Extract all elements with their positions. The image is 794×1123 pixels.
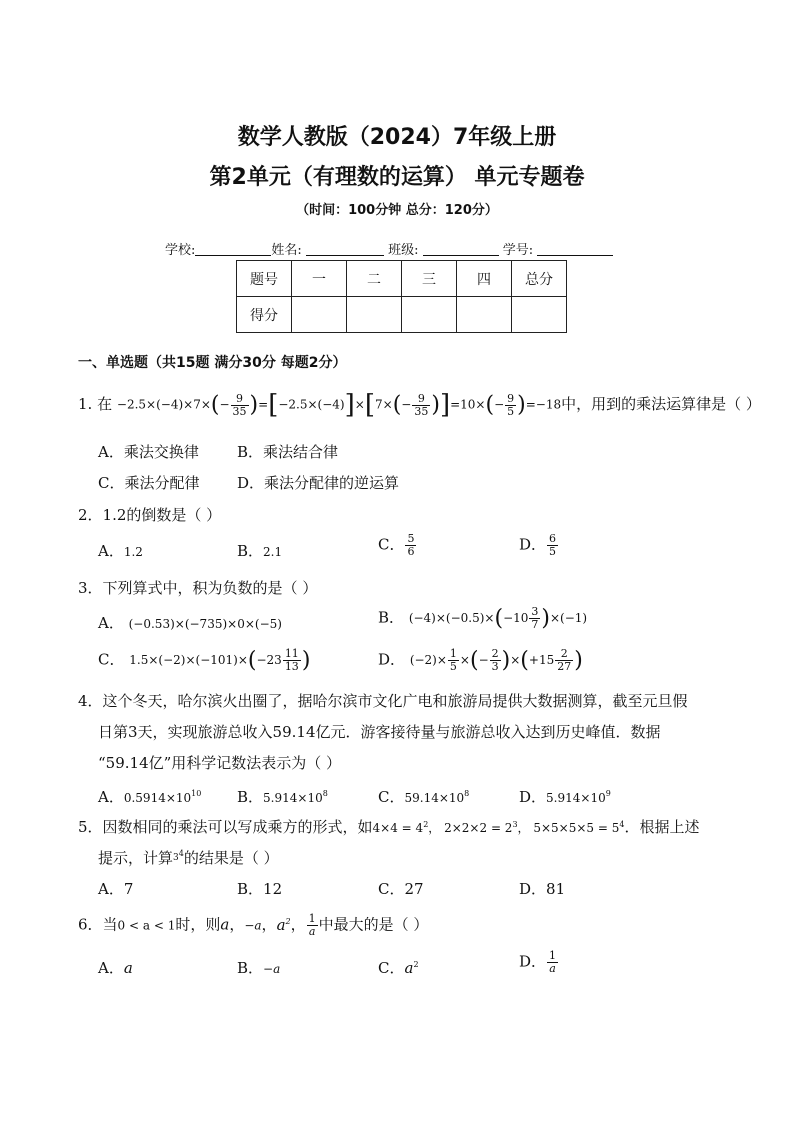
option-b[interactable] <box>237 957 280 978</box>
name-field[interactable] <box>306 242 384 256</box>
option-value: a <box>404 959 414 977</box>
option-label: D． <box>378 650 406 669</box>
score-table-header: 总分 <box>512 261 567 297</box>
exponent: 8 <box>464 789 470 798</box>
class-field[interactable] <box>423 242 499 256</box>
formula: $a^2$ <box>276 915 291 934</box>
option-value: 2.1 <box>263 545 283 559</box>
question-text: 的结果是（ ） <box>183 849 279 867</box>
option-label: A． <box>98 959 124 977</box>
exponent: 8 <box>322 789 328 798</box>
question-text: 下列算式中，积为负数的是（ ） <box>102 579 318 597</box>
question-number: 2． <box>78 506 103 524</box>
option-a[interactable]: A．乘法交换律 <box>98 443 199 461</box>
option-b[interactable] <box>237 540 282 561</box>
class-label: 班级: <box>388 243 419 258</box>
score-table-header: 四 <box>457 261 512 297</box>
option-c[interactable] <box>378 786 469 807</box>
option-c[interactable] <box>98 648 310 673</box>
option-label: D． <box>519 952 547 971</box>
option-value: 1.2 <box>123 545 143 559</box>
option-label: C． <box>98 650 125 669</box>
question-4-line-3: “59.14亿”用科学记数法表示为（ ） <box>98 754 342 772</box>
question-text: 5．因数相同的乘法可以写成乘方的形式，如 <box>78 818 373 836</box>
question-text: 中，用到的乘法运算律是（ ） <box>561 395 761 413</box>
score-cell[interactable] <box>457 297 512 333</box>
formula: a <box>220 915 230 934</box>
option-label: A． <box>98 542 124 560</box>
option-formula: (−0.53)×(−735)×0×(−5) <box>128 617 282 631</box>
formula: 0 < a < 1 <box>117 918 176 933</box>
question-text: 提示，计算 <box>98 849 174 867</box>
option-label: B． <box>237 542 264 560</box>
option-formula: 1.5×(−2)×(−101)×(−23 $\frac{11}{13}$ ) <box>129 647 311 673</box>
option-value: −a <box>263 962 281 976</box>
option-a[interactable]: A．7 <box>98 880 134 898</box>
exam-title: 数学人教版（2024）7年级上册 <box>237 125 557 150</box>
fraction: $\frac{6}{5}$ <box>549 532 557 558</box>
option-label: B． <box>237 959 264 977</box>
fraction: $\frac{5}{6}$ <box>407 532 415 558</box>
exam-subtitle-unit: 第2单元（有理数的运算） 单元专题卷 <box>209 165 585 190</box>
option-label: C． <box>378 788 405 806</box>
option-c[interactable]: C．27 <box>378 880 424 898</box>
score-table-header: 题号 <box>237 261 292 297</box>
option-value: 0.5914×10 <box>123 791 192 805</box>
question-number: 1. <box>78 395 93 413</box>
score-cell[interactable] <box>292 297 347 333</box>
option-a[interactable] <box>98 786 201 807</box>
exponent: 10 <box>191 789 202 798</box>
formula: −2.5×(−4)×7×(− $\frac{9}{35}$ )=[−2.5×(−4)]×[7×(− $\frac{9}{35}$ )]=10×(− $\frac{9}{5}$ )=−18 <box>116 390 562 420</box>
question-5-line-1 <box>78 816 700 837</box>
name-label: 姓名: <box>271 243 302 258</box>
option-c[interactable] <box>378 533 417 558</box>
score-table <box>236 260 567 333</box>
score-cell[interactable] <box>347 297 402 333</box>
exponent: 2 <box>413 960 419 969</box>
option-label: B． <box>237 788 264 806</box>
option-label: D． <box>519 788 547 806</box>
school-field[interactable] <box>195 242 271 256</box>
score-row-label: 得分 <box>237 297 292 333</box>
option-d[interactable] <box>519 950 559 975</box>
question-text: 6．当 <box>78 915 118 934</box>
question-6: 6．当0 < a < 1时，则a，−a，$a^2$， $\frac{1}{a}$ 中最大的是（ ） <box>78 912 429 938</box>
fraction: $\frac{1}{a}$ <box>549 949 557 975</box>
fraction: $\frac{1}{a}$ <box>308 912 316 938</box>
formula: $4\times 4 = 4^2$， $2\times 2\times 2 = 2^3$， $5\times 5\times 5\times 5 = 5^4$ <box>372 820 625 835</box>
score-cell[interactable] <box>402 297 457 333</box>
option-d[interactable] <box>378 648 583 673</box>
id-label: 学号: <box>502 243 534 258</box>
school-label: 学校: <box>165 243 196 258</box>
option-label: C． <box>378 959 405 977</box>
question-text: 时，则 <box>175 915 221 934</box>
formula: 34 <box>173 849 184 863</box>
option-value: 5.914×10 <box>546 791 606 805</box>
option-b[interactable]: B．12 <box>237 880 283 898</box>
option-b[interactable]: B．乘法结合律 <box>237 443 339 461</box>
question-1 <box>78 390 761 420</box>
option-d[interactable] <box>519 533 559 558</box>
exponent: 9 <box>605 789 611 798</box>
question-text: ．根据上述 <box>624 818 700 836</box>
score-table-header: 一 <box>292 261 347 297</box>
question-text: 1.2的倒数是（ ） <box>102 506 222 524</box>
option-d[interactable]: D．乘法分配律的逆运算 <box>237 474 400 492</box>
question-text: 在 <box>97 395 113 413</box>
question-5-line-2 <box>98 847 279 868</box>
option-label: A． <box>98 614 124 632</box>
option-label: B． <box>378 608 405 627</box>
option-a[interactable] <box>98 540 143 561</box>
score-table-header: 三 <box>402 261 457 297</box>
score-cell[interactable] <box>512 297 567 333</box>
formula: −a <box>244 918 262 933</box>
option-formula: (−4)×(−0.5)×(−10 $\frac{3}{7}$ )×(−1) <box>408 605 588 631</box>
question-4-line-2: 日第3天，实现旅游总收入59.14亿元．游客接待量与旅游总收入达到历史峰值．数据 <box>98 723 661 741</box>
score-table-header: 二 <box>347 261 402 297</box>
student-info-row <box>165 239 613 258</box>
question-3 <box>78 577 317 598</box>
option-label: C． <box>378 535 405 554</box>
question-4-line-1: 4．这个冬天，哈尔滨火出圈了，据哈尔滨市文化广电和旅游局提供大数据测算，截至元旦假 <box>78 692 688 710</box>
question-text: 中最大的是（ ） <box>318 915 429 934</box>
option-label: D． <box>519 535 547 554</box>
option-a[interactable] <box>98 957 133 978</box>
option-b[interactable] <box>378 606 587 631</box>
option-b[interactable] <box>237 786 328 807</box>
option-value: 59.14×10 <box>404 791 465 805</box>
option-d[interactable] <box>519 786 611 807</box>
option-c[interactable] <box>378 957 419 978</box>
option-d[interactable]: D．81 <box>519 880 566 898</box>
option-value: a <box>123 959 133 977</box>
option-label: A． <box>98 788 124 806</box>
option-value: 5.914×10 <box>263 791 323 805</box>
option-formula: (−2)× $\frac{1}{5}$ ×(− $\frac{2}{3}$ )×(+15 $\frac{2}{27}$ ) <box>409 647 583 673</box>
question-number: 3． <box>78 579 103 597</box>
time-and-score-note: （时间：100分钟 总分：120分） <box>296 203 498 218</box>
id-field[interactable] <box>537 242 613 256</box>
score-table-header-row <box>237 261 567 297</box>
option-a[interactable] <box>98 612 282 633</box>
section-heading: 一、单选题（共15题 满分30分 每题2分） <box>78 355 347 371</box>
question-2 <box>78 504 221 525</box>
option-c[interactable]: C．乘法分配律 <box>98 474 200 492</box>
score-table-row <box>237 297 567 333</box>
